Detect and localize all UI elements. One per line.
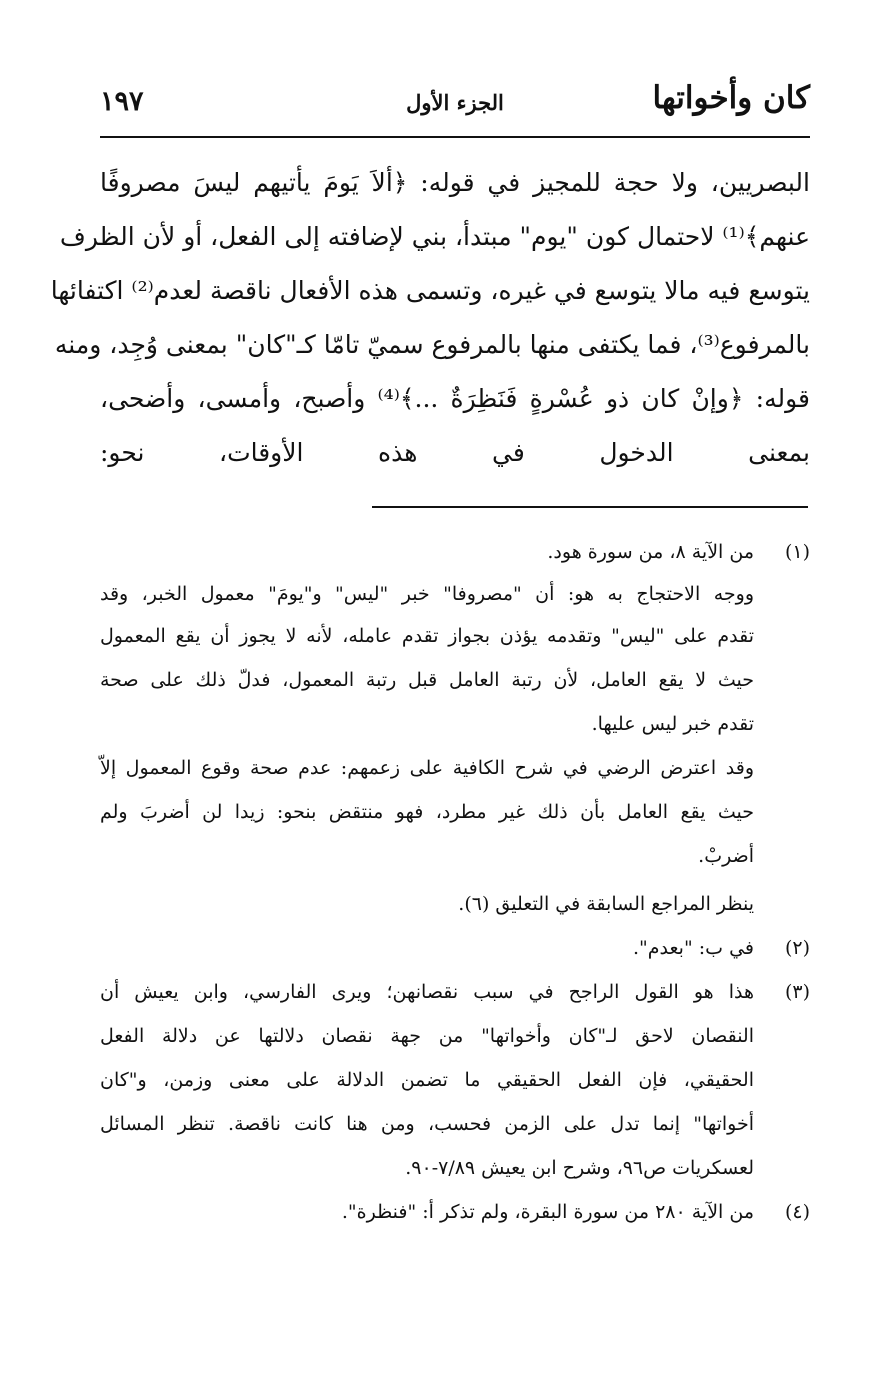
footnote-number: (٤) [784, 1201, 810, 1223]
part-title: الجزء الأول [406, 90, 504, 115]
footnote-line: ووجه الاحتجاج به هو: أن "مصروفا" خبر "ليس" و"يومَ" معمول الخبر، وقد [100, 583, 754, 605]
footnote-line: تقدم خبر ليس عليها. [591, 713, 754, 735]
page-header [100, 74, 810, 124]
footnote-number: (٢) [784, 937, 810, 959]
footnote-line: حيث لا يقع العامل، لأن رتبة العامل قبل رتبة المعمول، فدلّ ذلك على صحة [100, 669, 754, 691]
footnote-number: (٣) [784, 981, 810, 1003]
footnote-line: في ب: "بعدم". [633, 937, 754, 959]
text-line: بمعنى الدخول في هذه الأوقات، نحو: [100, 438, 810, 467]
footnote-line: من الآية ٢٨٠ من سورة البقرة، ولم تذكر أ: "فنظرة". [341, 1201, 754, 1223]
footnote-line: هذا هو القول الراجح في سبب نقصانهن؛ ويرى الفارسي، وابن يعيش أن [100, 981, 754, 1003]
text-line: البصريين، ولا حجة للمجيز في قوله: ﴿ألاَ يَومَ يأتيهم ليسَ مصروفًا [100, 168, 810, 197]
text-line: عنهم﴾⁽¹⁾ لاحتمال كون "يوم" مبتدأ، بني لإضافته إلى الفعل، أو لأن الظرف [59, 222, 810, 251]
footnote-line: من الآية ٨، من سورة هود. [547, 541, 754, 563]
chapter-title: كان وأخواتها [652, 80, 810, 116]
text-line: بالمرفوع⁽³⁾، فما يكتفى منها بالمرفوع سميّ تامّا كـ"كان" بمعنى وُجِد، ومنه [54, 330, 810, 359]
text-line: قوله: ﴿وإنْ كان ذو عُسْرةٍ فَنَظِرَةٌ ...﴾⁽⁴⁾ وأصبح، وأمسى، وأضحى، [100, 384, 810, 413]
footnote-line: الحقيقي، فإن الفعل الحقيقي ما تضمن الدلالة على معنى وزمن، و"كان [100, 1069, 754, 1091]
footnote-number: (١) [784, 541, 810, 563]
footnote-line: أضربْ. [698, 845, 754, 867]
footnote-divider [372, 506, 808, 508]
footnote-line: أخواتها" إنما تدل على الزمن فحسب، ومن هنا كانت ناقصة. تنظر المسائل [100, 1113, 754, 1135]
footnote-line: وقد اعترض الرضي في شرح الكافية على زعمهم: عدم صحة وقوع المعمول إلاّ [100, 757, 754, 779]
footnote-line: النقصان لاحق لـ"كان وأخواتها" من جهة نقصان دلالتها عن دلالة الفعل [100, 1025, 754, 1047]
footnote-line: ينظر المراجع السابقة في التعليق (٦). [458, 893, 754, 915]
main-text [50, 156, 810, 480]
footnote-line: حيث يقع العامل بأن ذلك غير مطرد، فهو منتقض بنحو: زيدا لن أضربَ ولم [100, 801, 754, 823]
header-divider [100, 136, 810, 138]
page-number: ١٩٧ [100, 86, 144, 117]
footnote-line: تقدم على "ليس" وتقدمه يؤذن بجواز تقدم عامله، لأنه لا يجوز أن يقع المعمول [100, 625, 754, 647]
footnote-line: لعسكريات ص٩٦، وشرح ابن يعيش ٧/٨٩-٩٠. [405, 1157, 754, 1179]
text-line: يتوسع فيه مالا يتوسع في غيره، وتسمى هذه الأفعال ناقصة لعدم⁽²⁾ اكتفائها [50, 276, 810, 305]
